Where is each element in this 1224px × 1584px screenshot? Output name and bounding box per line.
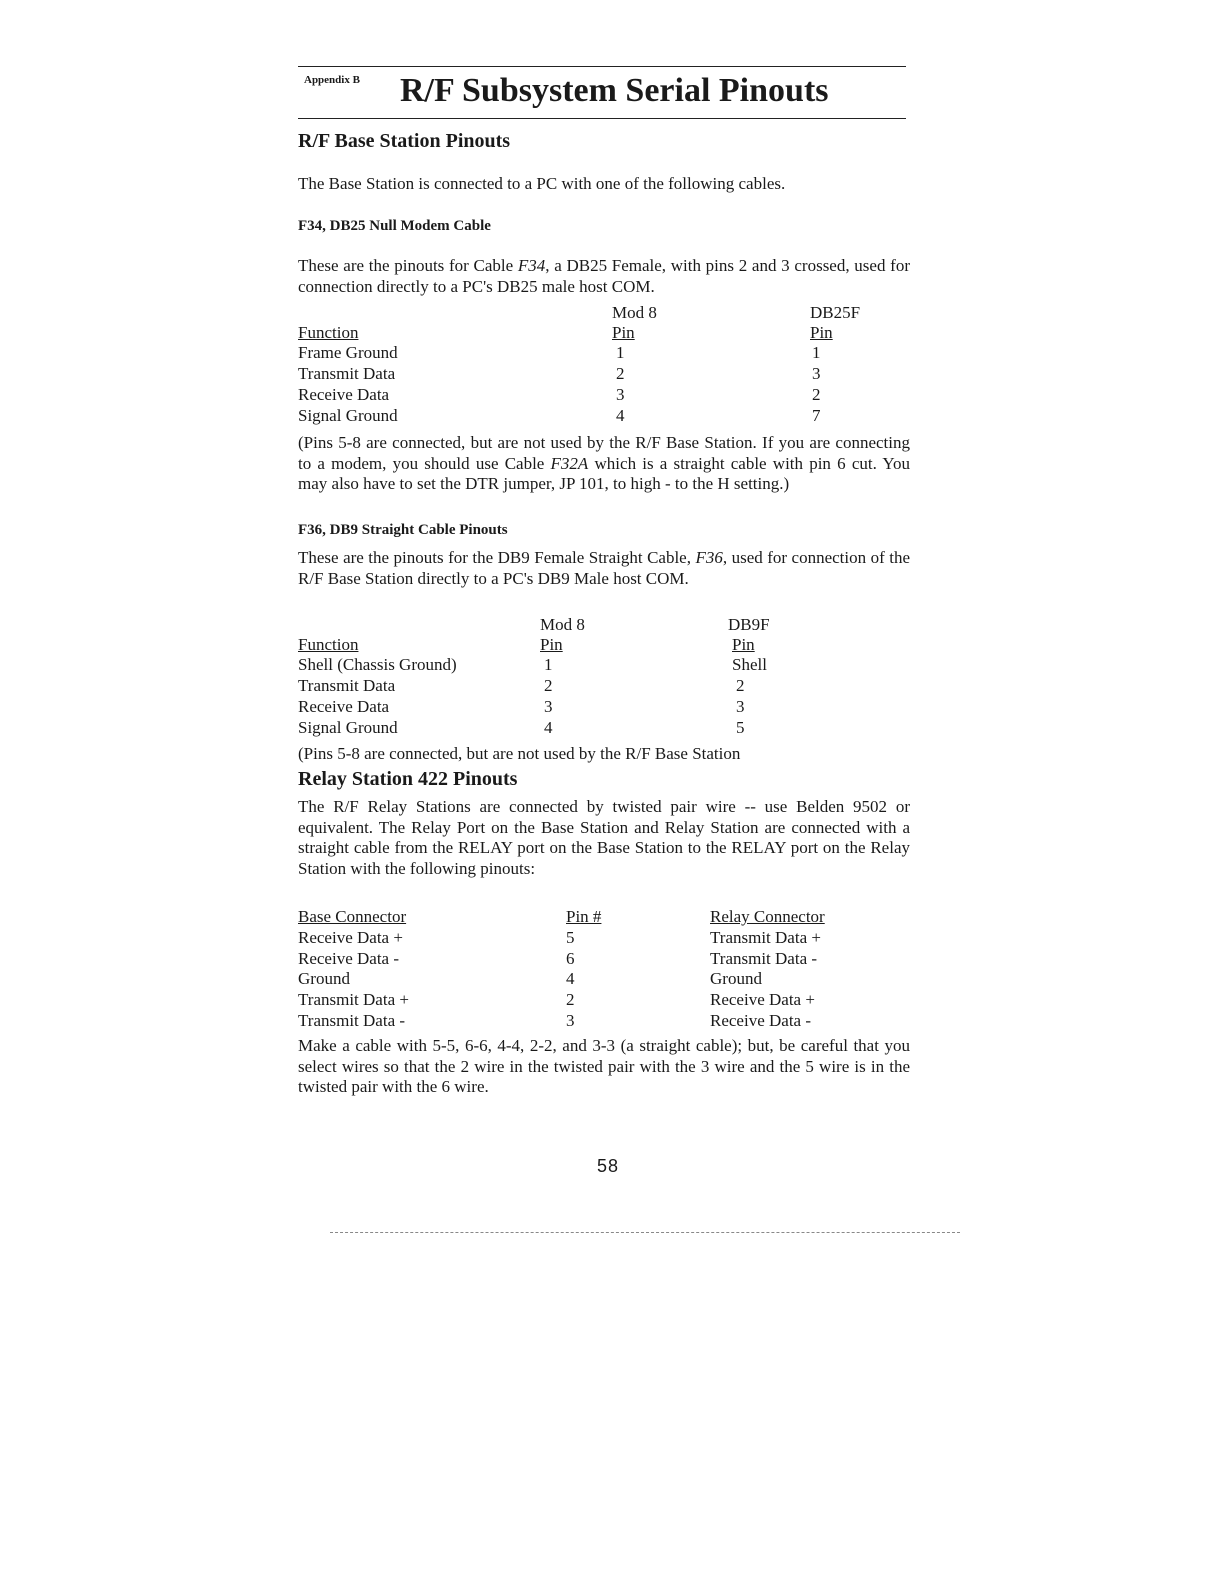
base-station-heading: R/F Base Station Pinouts xyxy=(298,130,511,152)
header-bottom-rule xyxy=(298,118,906,119)
header-top-rule xyxy=(298,66,906,67)
relay-note: Make a cable with 5-5, 6-6, 4-4, 2-2, and 3-3 (a straight cable); but, be careful that you select wires so that the 2 wire in the twisted pair with the 3 wire and the 5 wire is in the twisted pair with the 6 wire. xyxy=(298,1036,910,1096)
f36-cable-name: F36 xyxy=(695,548,723,567)
footer-rule xyxy=(330,1232,960,1233)
f34-note: (Pins 5-8 are connected, but are not used by the R/F Base Station. If you are connecting to a modem, you should use Cable F32A which is a straight cable with pin 6 cut. You may also have to set the DTR jumper, JP 101, to high - to the H setting.) xyxy=(298,433,910,493)
f36-heading: F36, DB9 Straight Cable Pinouts xyxy=(298,522,508,538)
f34-heading: F34, DB25 Null Modem Cable xyxy=(298,218,491,234)
f34-description: These are the pinouts for Cable F34, a DB25 Female, with pins 2 and 3 crossed, used for connection directly to a PC's DB25 male host COM. xyxy=(298,256,910,296)
f36-note: (Pins 5-8 are connected, but are not used by the R/F Base Station xyxy=(298,744,741,763)
appendix-label: Appendix B xyxy=(304,74,360,86)
page-number: 58 xyxy=(597,1156,620,1176)
base-station-intro: The Base Station is connected to a PC with one of the following cables. xyxy=(298,174,786,193)
relay-description: The R/F Relay Stations are connected by twisted pair wire -- use Belden 9502 or equivalent. The Relay Port on the Base Station and Relay Station are connected with a straight cable from the RELAY port on the Base Station to the RELAY port on the Relay Station with the following pinouts: xyxy=(298,797,910,878)
relay-heading: Relay Station 422 Pinouts xyxy=(298,768,518,790)
f32a-cable-name: F32A xyxy=(550,453,589,473)
f34-cable-name: F34 xyxy=(517,256,546,275)
f36-description: These are the pinouts for the DB9 Female Straight Cable, F36, used for connection of the R/F Base Station directly to a PC's DB9 Male host COM. xyxy=(298,548,910,588)
page-title: R/F Subsystem Serial Pinouts xyxy=(400,72,829,109)
